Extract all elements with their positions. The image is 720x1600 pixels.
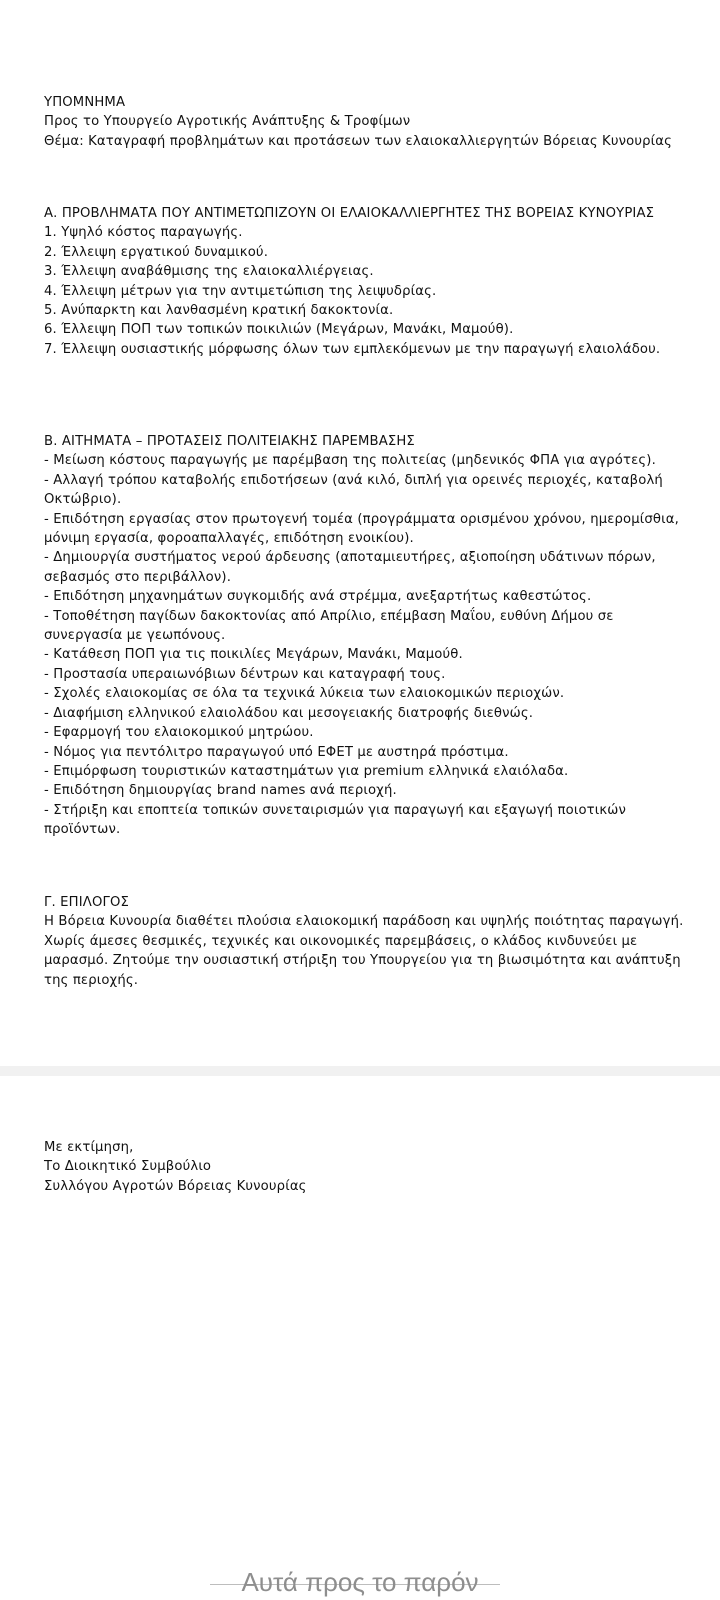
- signatory-line: Συλλόγου Αγροτών Βόρειας Κυνουρίας: [44, 1178, 307, 1194]
- memo-type: ΥΠΟΜΝΗΜΑ: [44, 95, 126, 110]
- request-item: - Στήριξη και εποπτεία τοπικών συνεταιρισμών για παραγωγή και εξαγωγή ποιοτικών προϊόντων.: [44, 802, 626, 838]
- request-item: - Τοποθέτηση παγίδων δακοκτονίας από Απρίλιο, επέμβαση Μαΐου, ευθύνη Δήμου σε συνεργασία με γεωπόνους.: [44, 608, 614, 644]
- request-item: - Εφαρμογή του ελαιοκομικού μητρώου.: [44, 725, 314, 741]
- request-item: - Μείωση κόστους παραγωγής με παρέμβαση της πολιτείας (μηδενικός ΦΠΑ για αγρότες).: [44, 453, 656, 469]
- problem-item: 5. Ανύπαρκτη και λανθασμένη κρατική δακοκτονία.: [44, 303, 394, 319]
- requests-section: [44, 432, 684, 840]
- problem-item: 2. Έλλειψη εργατικού δυναμικού.: [44, 244, 269, 260]
- problem-item: 6. Έλλειψη ΠΟΠ των τοπικών ποικιλιών (Μεγάρων, Μανάκι, Μαμούθ).: [44, 322, 514, 338]
- request-item: - Δημιουργία συστήματος νερού άρδευσης (αποταμιευτήρες, αξιοποίηση υδάτινων πόρων, σεβασμός στο περιβάλλον).: [44, 550, 656, 585]
- request-item: - Διαφήμιση ελληνικού ελαιολάδου και μεσογειακής διατροφής διεθνώς.: [44, 705, 534, 721]
- closing-signature: [44, 1138, 684, 1196]
- epilogue-section: [44, 893, 684, 990]
- problems-section: [44, 204, 684, 359]
- request-item: - Επιδότηση μηχανημάτων συγκομιδής ανά στρέμμα, ανεξαρτήτως καθεστώτος.: [44, 589, 592, 605]
- caption-text: Αυτά προς το παρόν: [241, 1567, 479, 1597]
- request-item: - Επιδότηση δημιουργίας brand names ανά περιοχή.: [44, 783, 397, 799]
- problem-item: 3. Έλλειψη αναβάθμισης της ελαιοκαλλιέργειας.: [44, 264, 374, 280]
- closing-salutation: Με εκτίμηση,: [44, 1140, 134, 1155]
- problem-item: 4. Έλλειψη μέτρων για την αντιμετώπιση της λειψυδρίας.: [44, 283, 437, 299]
- page-separator: [0, 1066, 720, 1076]
- request-item: - Κατάθεση ΠΟΠ για τις ποικιλίες Μεγάρων, Μανάκι, Μαμούθ.: [44, 647, 463, 663]
- problems-title: Α. ΠΡΟΒΛΗΜΑΤΑ ΠΟΥ ΑΝΤΙΜΕΤΩΠΙΖΟΥΝ ΟΙ ΕΛΑΙΟΚΑΛΛΙΕΡΓΗΤΕΣ ΤΗΣ ΒΟΡΕΙΑΣ ΚΥΝΟΥΡΙΑΣ: [44, 206, 655, 221]
- memo-subject: Θέμα: Καταγραφή προβλημάτων και προτάσεων των ελαιοκαλλιεργητών Βόρειας Κυνουρίας: [44, 133, 673, 149]
- request-item: - Νόμος για πεντόλιτρο παραγωγού υπό ΕΦΕΤ με αυστηρά πρόστιμα.: [44, 744, 509, 760]
- problem-item: 7. Έλλειψη ουσιαστικής μόρφωσης όλων των εμπλεκόμενων με την παραγωγή ελαιολάδου.: [44, 341, 661, 357]
- signatory-line: Το Διοικητικό Συμβούλιο: [44, 1159, 212, 1175]
- request-item: - Σχολές ελαιοκομίας σε όλα τα τεχνικά λύκεια των ελαιοκομικών περιοχών.: [44, 686, 565, 702]
- request-item: - Επιδότηση εργασίας στον πρωτογενή τομέα (προγράμματα ορισμένου χρόνου, ημερομίσθια, μόνιμη εργασία, φοροαπαλλαγές, επιδότηση ενοικίου).: [44, 511, 679, 547]
- request-item: - Επιμόρφωση τουριστικών καταστημάτων για premium ελληνικά ελαιόλαδα.: [44, 763, 569, 779]
- request-item: - Προστασία υπεραιωνόβιων δέντρων και καταγραφή τους.: [44, 666, 446, 682]
- request-item: - Αλλαγή τρόπου καταβολής επιδοτήσεων (ανά κιλό, διπλή για ορεινές περιοχές, καταβολή Οκτώβριο).: [44, 472, 663, 508]
- memo-recipient: Προς το Υπουργείο Αγροτικής Ανάπτυξης & Τροφίμων: [44, 114, 411, 130]
- requests-title: Β. ΑΙΤΗΜΑΤΑ – ΠΡΟΤΑΣΕΙΣ ΠΟΛΙΤΕΙΑΚΗΣ ΠΑΡΕΜΒΑΣΗΣ: [44, 434, 415, 449]
- epilogue-title: Γ. ΕΠΙΛΟΓΟΣ: [44, 895, 129, 910]
- bottom-caption: [0, 1565, 720, 1599]
- epilogue-body: Η Βόρεια Κυνουρία διαθέτει πλούσια ελαιοκομική παράδοση και υψηλής ποιότητας παραγωγή. Χωρίς άμεσες θεσμικές, τεχνικές και οικονομικές παρεμβάσεις, ο κλάδος κινδυνεύει με μαρασμό. Ζητούμε την ουσιαστική στήριξη του Υπουργείου για τη βιωσιμότητα και ανάπτυξη της περιοχής.: [44, 914, 684, 988]
- memo-header: [44, 93, 684, 151]
- problem-item: 1. Υψηλό κόστος παραγωγής.: [44, 225, 243, 241]
